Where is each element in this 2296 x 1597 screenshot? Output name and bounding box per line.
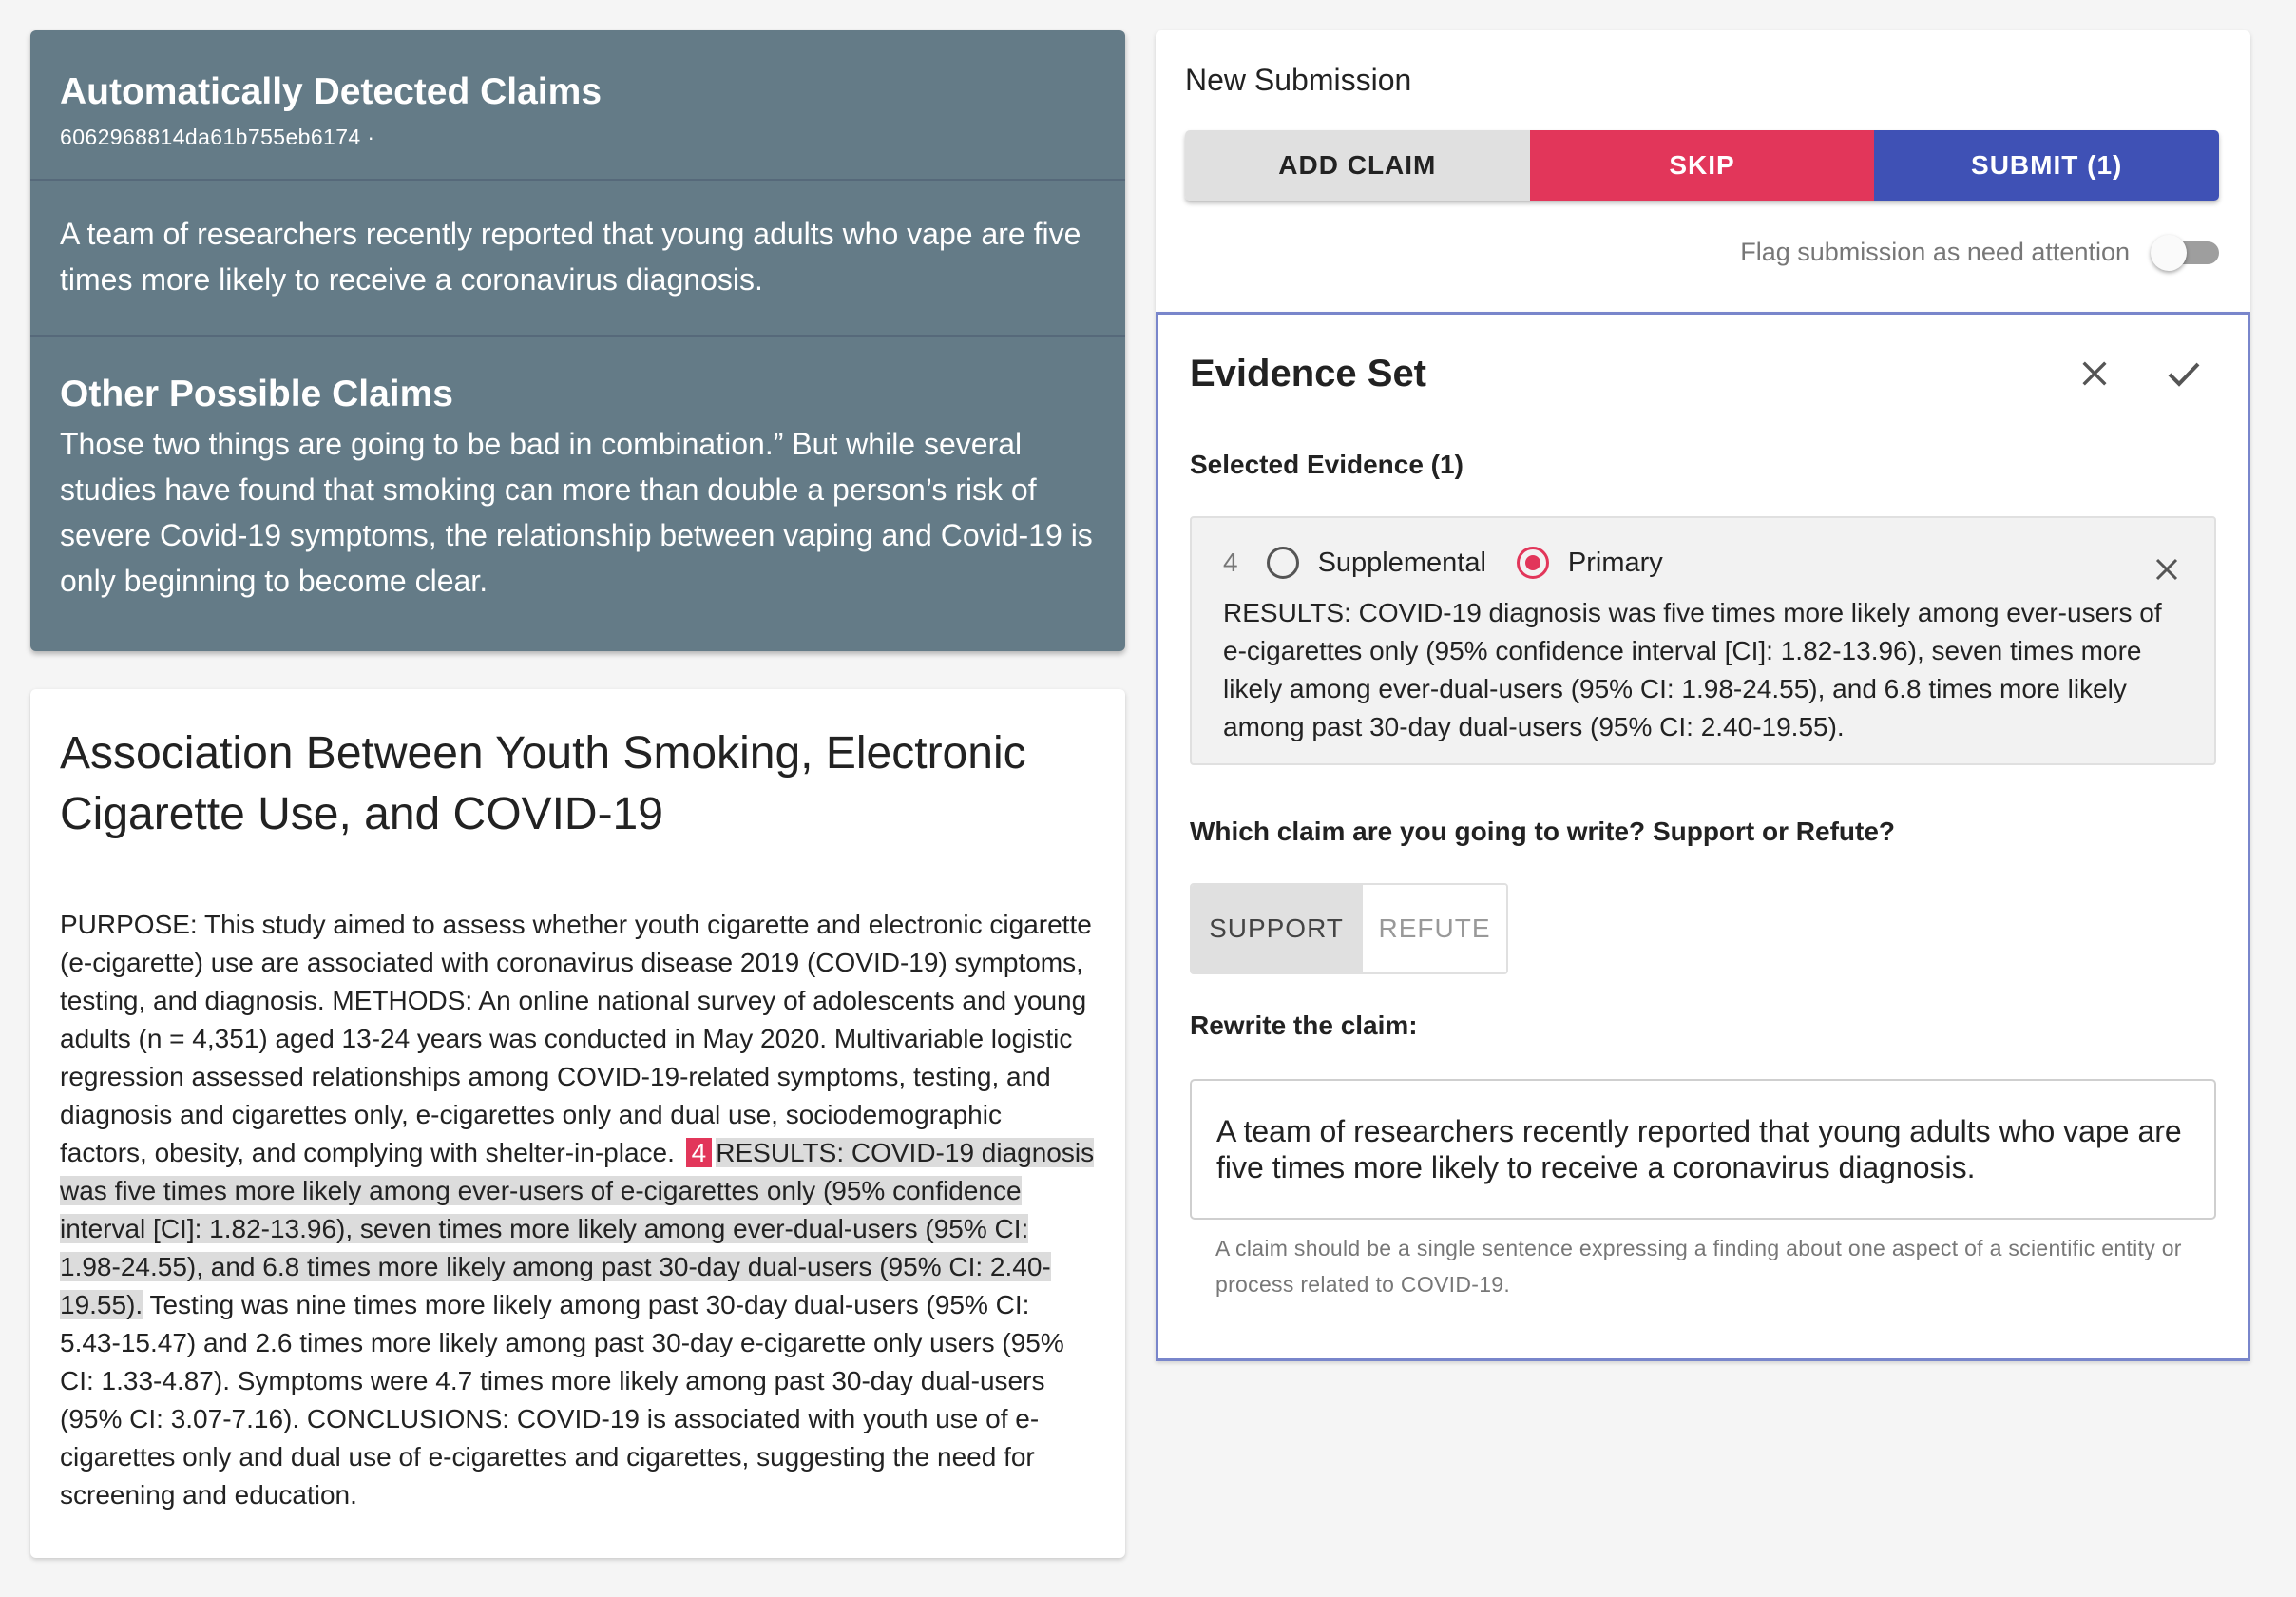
abstract-text-before[interactable]: PURPOSE: This study aimed to assess whether youth cigarette and electronic cigarette (e-cigarette) use are associated with coronavirus disease 2019 (COVID-19) symptoms, testing, and diagnosis. METHODS: An online national survey of adolescents and young adults (n = 4,351) aged 13-24 years was conducted in May 2020. Multivariable logistic regression assessed relationships among COVID-19-related symptoms, testing, and diagnosis and cigarettes only, e-cigarettes only and dual use, sociodemographic factors, obesity, and complying with shelter-in-place.: [60, 909, 1092, 1167]
claims-card: [30, 30, 1125, 651]
submission-card: [1156, 30, 2250, 312]
evidence-item-number: 4: [1223, 548, 1238, 577]
support-refute-toggle: [1190, 883, 1508, 974]
submission-title: New Submission: [1185, 63, 1412, 97]
claim-type-question: Which claim are you going to write? Support or Refute?: [1190, 817, 1896, 846]
radio-supplemental-label: Supplemental: [1317, 547, 1486, 578]
evidence-set-header: [1190, 351, 2216, 396]
other-claims-section: [30, 337, 1125, 651]
evidence-set-title: Evidence Set: [1190, 352, 1427, 394]
highlighted-evidence-sentence[interactable]: RESULTS: COVID-19 diagnosis was five times more likely among ever-users of e-cigarettes only (95% confidence interval [CI]: 1.82-13.96), seven times more likely among ever-dual-users (95% CI: 1.98-24.55), and 6.8 times more likely among past 30-day dual-users (95% CI: 2.40-19.55).: [60, 1137, 1095, 1319]
abstract-text-after[interactable]: Testing was nine times more likely among past 30-day dual-users (95% CI: 5.43-15.47) and 2.6 times more likely among past 30-day e-cigarette only users (95% CI: 1.33-4.87). Symptoms were 4.7 times more likely among past 30-day dual-users (95% CI: 3.07-7.16). CONCLUSIONS: COVID-19 is associated with youth use of e-cigarettes only and dual use of e-cigarettes and cigarettes, suggesting the need for screening and education.: [60, 1289, 1064, 1510]
evidence-item-header: [1223, 547, 2183, 579]
flag-label: Flag submission as need attention: [1740, 237, 2130, 266]
evidence-item-text: RESULTS: COVID-19 diagnosis was five times more likely among ever-users of e-cigarettes only (95% confidence interval [CI]: 1.82-13.96), seven times more likely among ever-dual-users (95% CI: 1.98-24.55), and 6.8 times more likely among past 30-day dual-users (95% CI: 2.40-19.55).: [1223, 598, 2162, 741]
article-abstract: [60, 906, 1096, 1514]
other-claims-text[interactable]: Those two things are going to be bad in combination.” But while several studies have found that smoking can more than double a person’s risk of severe Covid-19 symptoms, the relationship between vaping and Covid-19 is only beginning to become clear.: [60, 426, 1093, 598]
radio-supplemental[interactable]: [1267, 547, 1486, 579]
skip-button[interactable]: SKIP: [1530, 130, 1875, 201]
evidence-item: [1190, 516, 2216, 765]
submit-button[interactable]: SUBMIT (1): [1874, 130, 2219, 201]
radio-primary[interactable]: [1517, 547, 1663, 579]
check-icon[interactable]: [2161, 351, 2207, 396]
radio-supplemental-circle[interactable]: [1267, 547, 1299, 579]
rewrite-claim-hint: A claim should be a single sentence expressing a finding about one aspect of a scientific entity or process related to COVID-19.: [1215, 1236, 2182, 1297]
rewrite-claim-textarea[interactable]: [1190, 1079, 2216, 1220]
evidence-set-card: [1156, 312, 2250, 1361]
claims-id: 6062968814da61b755eb6174 ·: [60, 124, 375, 149]
close-icon[interactable]: [2072, 351, 2117, 396]
remove-evidence-close-icon[interactable]: [2144, 547, 2190, 592]
selected-evidence-label: Selected Evidence (1): [1190, 450, 1464, 479]
add-claim-button[interactable]: ADD CLAIM: [1185, 130, 1530, 201]
toggle-thumb[interactable]: [2151, 235, 2187, 271]
evidence-number-badge: 4: [686, 1138, 713, 1167]
right-column: [1156, 30, 2250, 1361]
radio-primary-label: Primary: [1567, 547, 1663, 578]
claims-title: Automatically Detected Claims: [60, 71, 603, 112]
flag-row: [1185, 235, 2219, 269]
claims-header: [30, 30, 1125, 181]
refute-button[interactable]: REFUTE: [1361, 885, 1506, 972]
flag-toggle[interactable]: [2151, 235, 2219, 269]
article-title: Association Between Youth Smoking, Electronic Cigarette Use, and COVID-19: [60, 727, 1026, 839]
submission-actions: [1185, 130, 2219, 201]
rewrite-claim-label: Rewrite the claim:: [1190, 1010, 1418, 1040]
left-column: [30, 30, 1125, 1558]
evidence-set-actions: [2072, 351, 2207, 396]
radio-primary-circle[interactable]: [1517, 547, 1549, 579]
article-card: [30, 689, 1125, 1558]
other-claims-title: Other Possible Claims: [60, 373, 453, 414]
support-button[interactable]: SUPPORT: [1192, 885, 1361, 972]
detected-claim-text[interactable]: A team of researchers recently reported that young adults who vape are five times more likely to receive a coronavirus diagnosis.: [30, 181, 1125, 337]
